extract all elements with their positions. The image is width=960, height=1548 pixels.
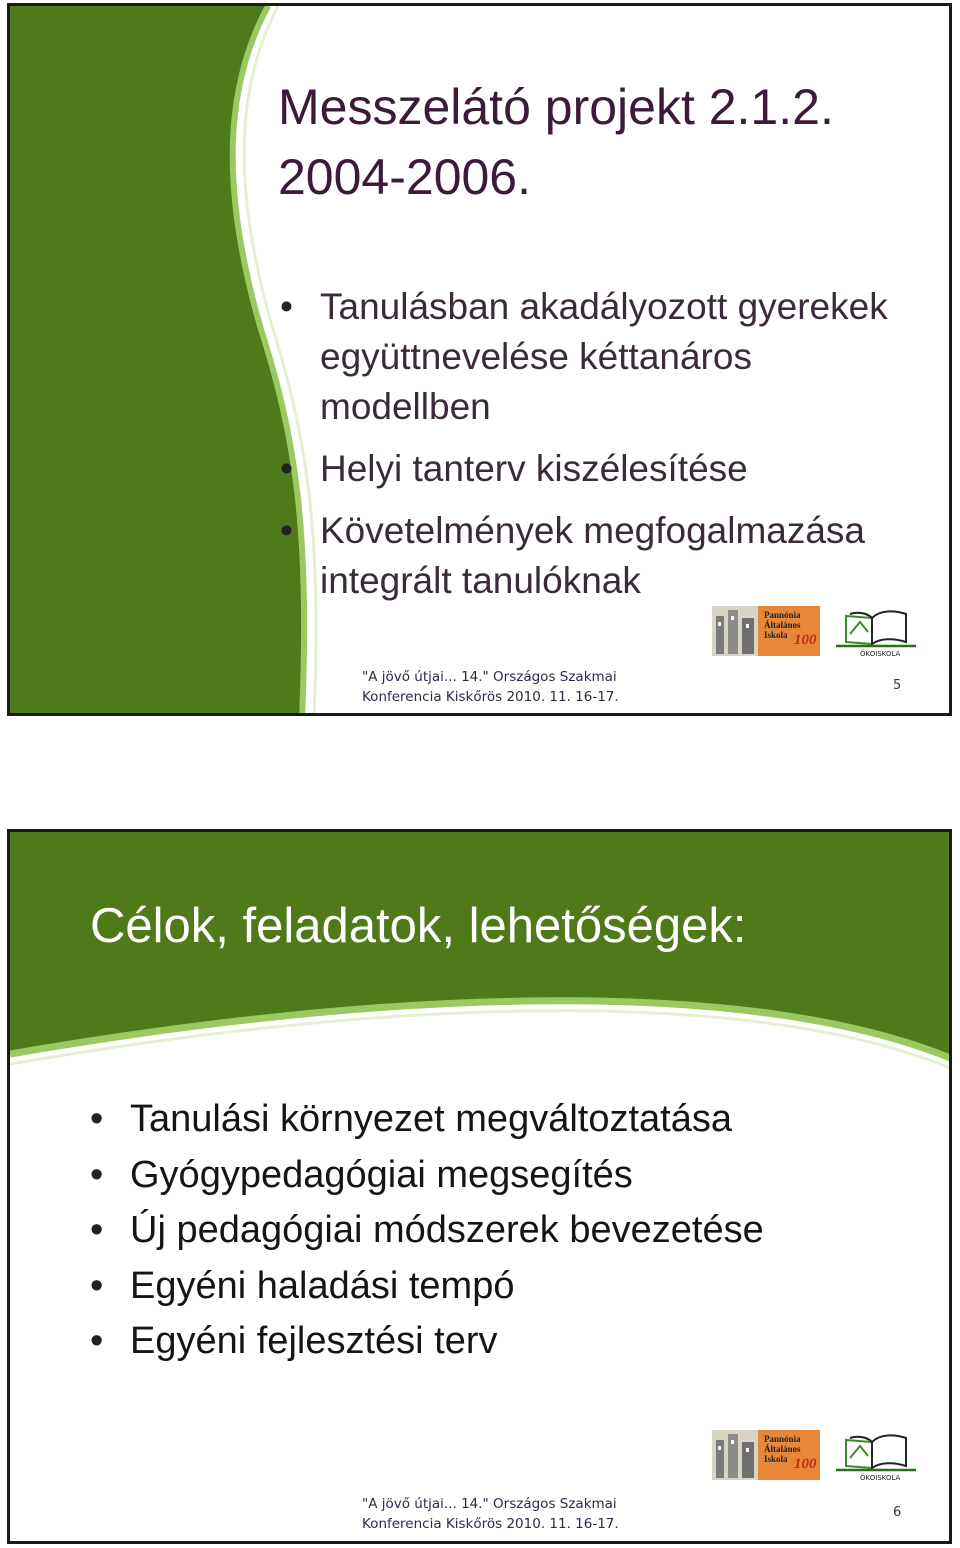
list-item: • Gyógypedagógiai megsegítés: [90, 1148, 950, 1204]
footer-line-2: Konferencia Kiskőrös 2010. 11. 16-17.: [362, 689, 619, 705]
ecoschool-logo: [832, 1428, 920, 1482]
list-item: • Egyéni fejlesztési terv: [90, 1314, 950, 1370]
footer: [362, 1494, 619, 1534]
list-item: • Tanulási környezet megváltoztatása: [90, 1092, 950, 1148]
eco-label: ÖKOISKOLA: [860, 650, 901, 658]
school-name-2: Általános: [764, 1444, 801, 1454]
page-number: 6: [893, 1505, 902, 1520]
school-logo: [712, 1430, 820, 1480]
bullet-list: [280, 282, 920, 618]
page-number: 5: [893, 678, 902, 693]
footer-line-2: Konferencia Kiskőrös 2010. 11. 16-17.: [362, 1516, 619, 1532]
list-item: • Helyi tanterv kiszélesítése: [280, 444, 920, 494]
school-name-1: Pannónia: [764, 1434, 801, 1444]
list-item: • Tanulásban akadályozott gyerekek együttnevelése kéttanáros modellben: [280, 282, 920, 432]
school-years: 100: [794, 1456, 817, 1472]
school-name-1: Pannónia: [764, 610, 801, 620]
title-line-2: 2004-2006.: [278, 149, 532, 205]
eco-label: ÖKOISKOLA: [860, 1474, 901, 1482]
title-line-1: Messzelátó projekt 2.1.2.: [278, 79, 834, 135]
list-item: • Követelmények megfogalmazása integrált tanulóknak: [280, 506, 920, 606]
school-name-3: Iskola: [764, 1454, 788, 1464]
list-item: • Egyéni haladási tempó: [90, 1259, 950, 1315]
school-name-3: Iskola: [764, 630, 788, 640]
footer: [362, 667, 619, 707]
bullet-list: [90, 1092, 950, 1370]
school-logo: [712, 606, 820, 656]
ecoschool-logo: [832, 604, 920, 658]
slide-title: Célok, feladatok, lehetőségek:: [90, 899, 747, 953]
school-name-2: Általános: [764, 620, 801, 630]
slide-6: [7, 829, 952, 1544]
slide-5: [7, 3, 952, 716]
school-years: 100: [794, 632, 817, 648]
footer-line-1: "A jövő útjai... 14." Országos Szakmai: [362, 669, 617, 685]
list-item: • Új pedagógiai módszerek bevezetése: [90, 1203, 950, 1259]
footer-line-1: "A jövő útjai... 14." Országos Szakmai: [362, 1496, 617, 1512]
slide-title: [278, 72, 938, 212]
